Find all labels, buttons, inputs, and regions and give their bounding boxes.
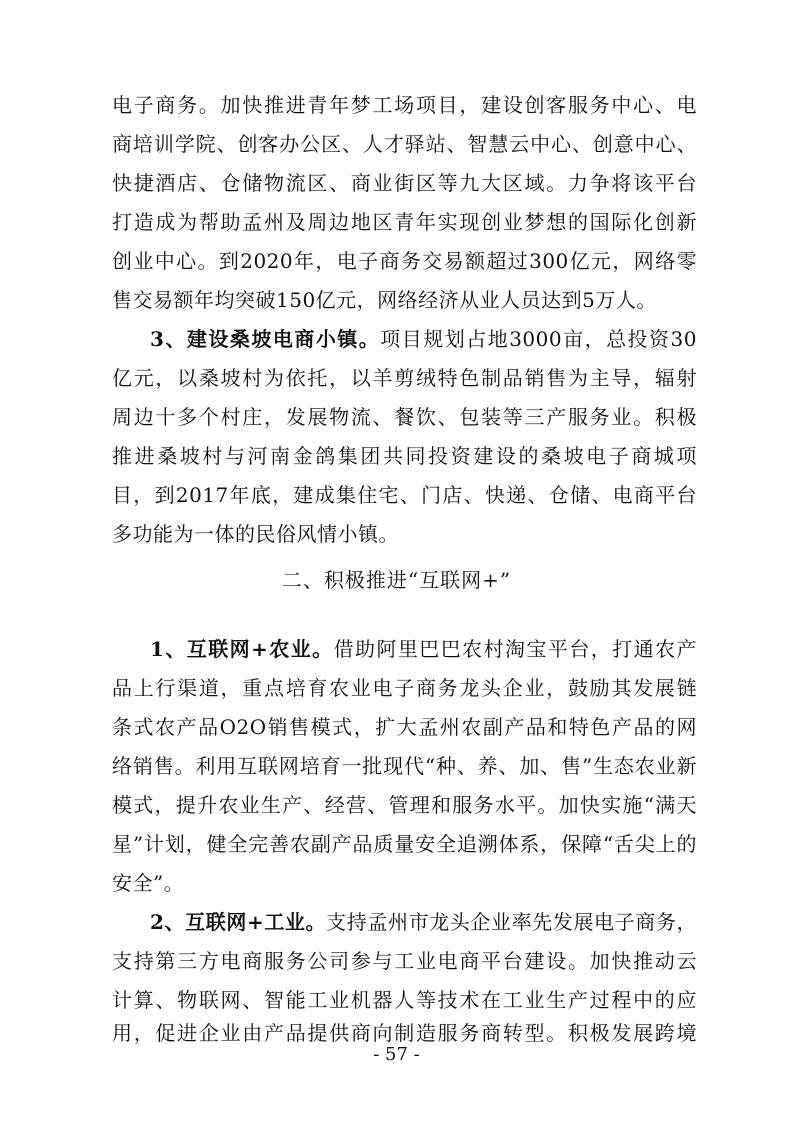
paragraph3-line-2: 品上行渠道，重点培育农业电子商务龙头企业，鼓励其发展链 (112, 676, 697, 700)
section-heading: 二、积极推进“互联网+” (281, 568, 512, 592)
paragraph3-line-3: 条式农产品O2O销售模式，扩大孟州农副产品和特色产品的网 (112, 715, 697, 739)
paragraph2-first-line-text: 项目规划占地3000亩，总投资30 (380, 327, 697, 351)
paragraph1-line-3: 快捷酒店、仓储物流区、商业街区等九大区域。力争将该平台 (112, 171, 697, 195)
paragraph1-line-4: 打造成为帮助孟州及周边地区青年实现创业梦想的国际化创新 (112, 210, 697, 234)
paragraph1-line-2: 商培训学院、创客办公区、人才驿站、智慧云中心、创意中心、 (112, 132, 697, 156)
page-number: - 57 - (373, 1044, 420, 1065)
paragraph1-line-1: 电子商务。加快推进青年梦工场项目，建设创客服务中心、电 (112, 93, 697, 117)
paragraph3-line-7: 安全”。 (112, 871, 185, 895)
paragraph3-first-line (150, 630, 697, 668)
paragraph2-line-5: 目，到2017年底，建成集住宅、门店、快递、仓储、电商平台 (112, 483, 697, 507)
paragraph2-first-line (150, 320, 697, 358)
paragraph4-first-line (150, 903, 697, 941)
paragraph2-title: 3、建设桑坡电商小镇。 (150, 327, 381, 351)
paragraph3-line-6: 星”计划，健全完善农副产品质量安全追溯体系，保障“舌尖上的 (112, 832, 697, 856)
paragraph3-line-5: 模式，提升农业生产、经营、管理和服务水平。加快实施“满天 (112, 793, 697, 817)
paragraph4-line-3: 计算、物联网、智能工业机器人等技术在工业生产过程中的应 (112, 988, 697, 1012)
paragraph4-first-line-text: 支持孟州市龙头企业率先发展电子商务， (326, 910, 697, 934)
paragraph3-title: 1、互联网+农业。 (150, 637, 334, 661)
paragraph4-title: 2、互联网+工业。 (150, 910, 327, 934)
paragraph2-line-6: 多功能为一体的民俗风情小镇。 (112, 522, 399, 546)
paragraph2-line-4: 推进桑坡村与河南金鸽集团共同投资建设的桑坡电子商城项 (112, 444, 697, 468)
paragraph1-line-5: 创业中心。到2020年，电子商务交易额超过300亿元，网络零 (112, 249, 697, 273)
paragraph1-line-6: 售交易额年均突破150亿元，网络经济从业人员达到5万人。 (112, 288, 657, 312)
paragraph2-line-3: 周边十多个村庄，发展物流、餐饮、包装等三产服务业。积极 (112, 405, 697, 429)
paragraph2-line-2: 亿元，以桑坡村为依托，以羊剪绒特色制品销售为主导，辐射 (112, 366, 697, 390)
paragraph4-line-4: 用，促进企业由产品提供商向制造服务商转型。积极发展跨境 (112, 1021, 697, 1045)
paragraph3-first-line-text: 借助阿里巴巴农村淘宝平台，打通农产 (333, 637, 697, 661)
paragraph3-line-4: 络销售。利用互联网培育一批现代“种、养、加、售”生态农业新 (112, 754, 697, 778)
paragraph4-line-2: 支持第三方电商服务公司参与工业电商平台建设。加快推动云 (112, 949, 697, 973)
